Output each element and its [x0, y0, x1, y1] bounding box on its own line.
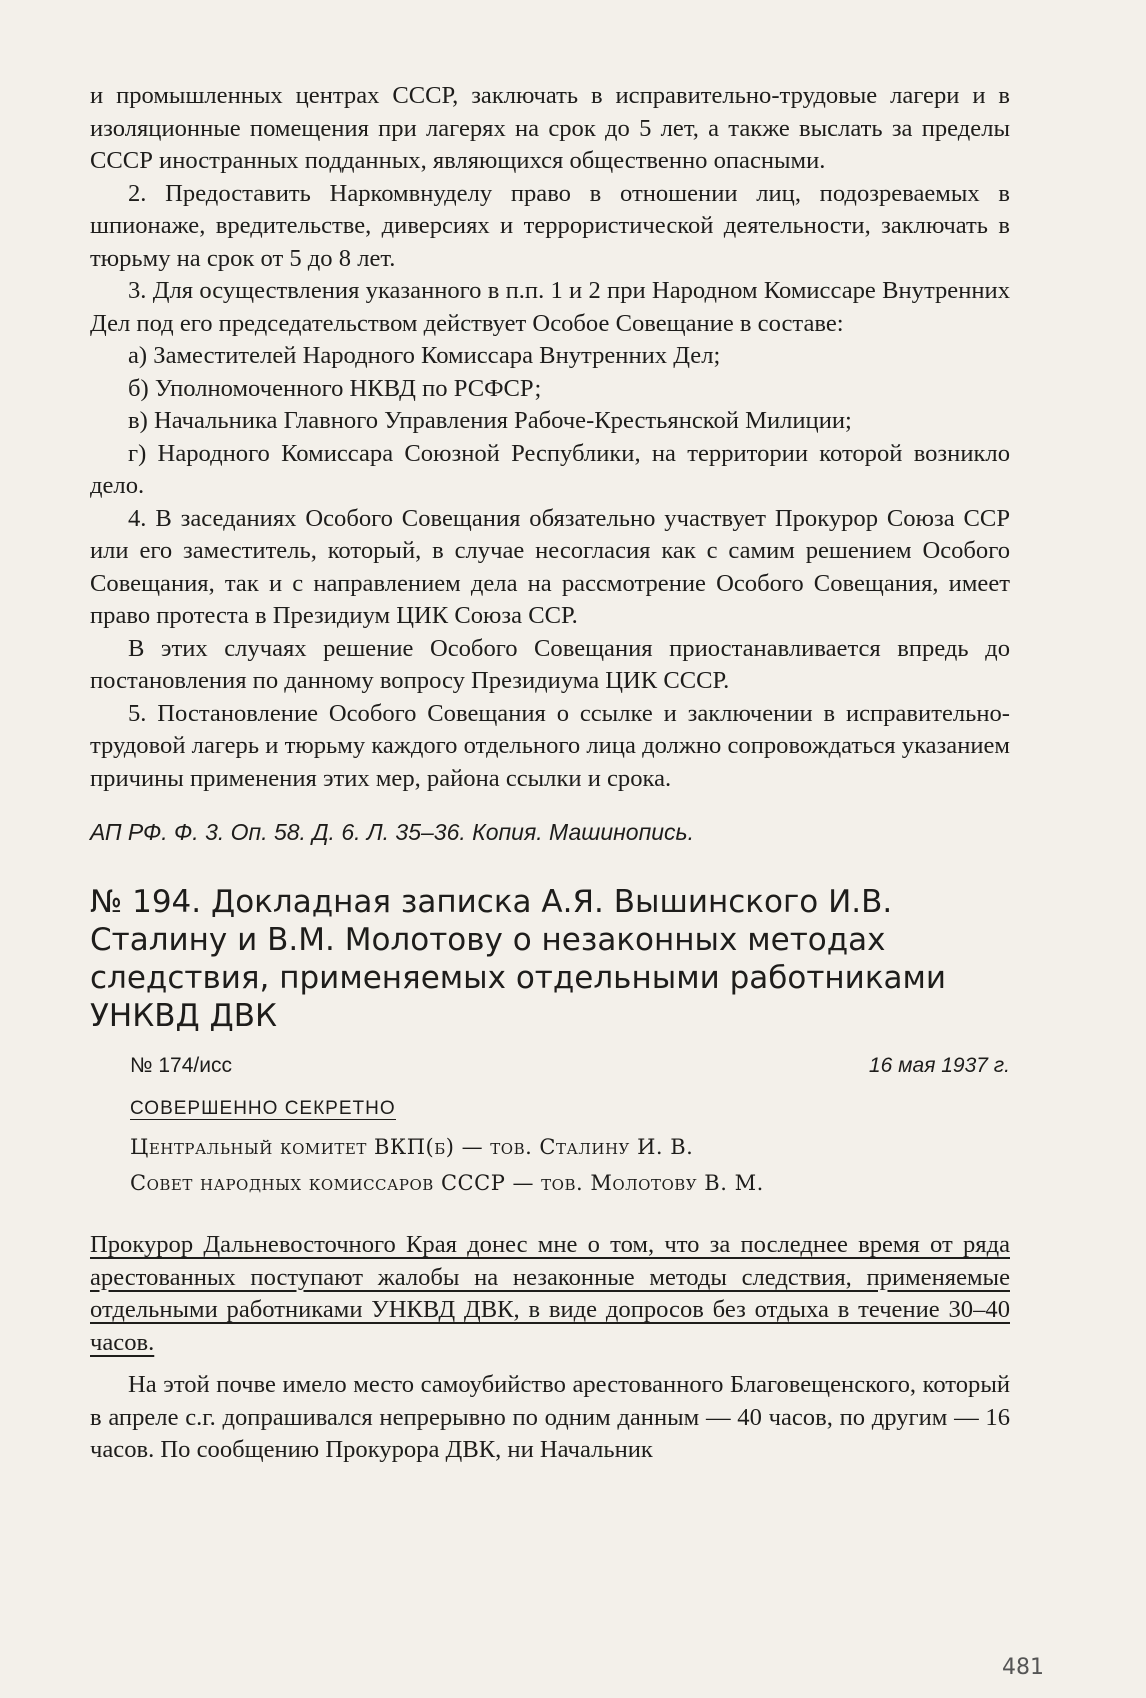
paragraph: 4. В заседаниях Особого Совещания обязательно участвует Прокурор Союза ССР или его заместитель, который, в случае несогласия как с самим решением Особого Совещания, так и с направлением дела на рассмотрение Особого Совещания, имеет право протеста в Президиум ЦИК Союза ССР.	[90, 504, 1010, 629]
archive-source-note: АП РФ. Ф. 3. Оп. 58. Д. 6. Л. 35–36. Копия. Машинопись.	[90, 819, 695, 845]
underlined-text: Прокурор Дальневосточного Края донес мне о том, что за последнее время от ряда арестованных поступают жалобы на незаконные методы следствия, применяемые отдельными работниками УНКВД ДВК, в виде допросов без отдыха в течение 30–40 часов.	[90, 1231, 1010, 1356]
list-item: б) Уполномоченного НКВД по РСФСР;	[128, 374, 542, 402]
secrecy-label-row	[90, 1095, 1010, 1123]
addressees	[90, 1129, 1010, 1201]
list-item: в) Начальника Главного Управления Рабоче-Крестьянской Милиции;	[128, 407, 852, 434]
addressee: Совет народных комиссаров СССР — тов. Молотову В. М.	[130, 1171, 764, 1195]
body-paragraph-underlined	[90, 1229, 1010, 1359]
document-number: № 174/исс	[130, 1054, 232, 1077]
page-number: 481	[1002, 1655, 1044, 1680]
secrecy-label: СОВЕРШЕННО СЕКРЕТНО	[130, 1098, 396, 1119]
document-date: 16 мая 1937 г.	[868, 1054, 1010, 1077]
document-meta	[90, 1051, 1010, 1081]
page-content	[90, 80, 1010, 1467]
list-item: а) Заместителей Народного Комиссара Внутренних Дел;	[128, 342, 721, 369]
addressee: Центральный комитет ВКП(б) — тов. Сталину И. В.	[130, 1135, 694, 1159]
paragraph: и промышленных центрах СССР, заключать в исправительно-трудовые лагери и в изоляционные помещения при лагерях на срок до 5 лет, а также выслать за пределы СССР иностранных подданных, являющихся общественно опасными.	[90, 82, 1010, 174]
document-title: № 194. Докладная записка А.Я. Вышинского И.В. Сталину и В.М. Молотову о незаконных методах следствия, применяемых отдельными работниками УНКВД ДВК	[90, 884, 947, 1034]
paragraph: 3. Для осуществления указанного в п.п. 1 и 2 при Народном Комиссаре Внутренних Дел под его председательством действует Особое Совещание в составе:	[90, 277, 1010, 337]
paragraph: 2. Предоставить Наркомвнуделу право в отношении лиц, подозреваемых в шпионаже, вредительстве, диверсиях и террористической деятельности, заключать в тюрьму на срок от 5 до 8 лет.	[90, 179, 1010, 272]
paragraph: В этих случаях решение Особого Совещания приостанавливается впредь до постановления по данному вопросу Президиума ЦИК СССР.	[90, 634, 1010, 694]
list-item: г) Народного Комиссара Союзной Республики, на территории которой возникло дело.	[90, 439, 1010, 499]
body-paragraph: На этой почве имело место самоубийство арестованного Благовещенского, который в апреле с.г. допрашивался непрерывно по одним данным — 40 часов, по другим — 16 часов. По сообщению Прокурора ДВК, ни Начальник	[90, 1371, 1010, 1463]
paragraph: 5. Постановление Особого Совещания о ссылке и заключении в исправительно-трудовой лагерь и тюрьму каждого отдельного лица должно сопровождаться указанием причины применения этих мер, района ссылки и срока.	[90, 699, 1010, 792]
